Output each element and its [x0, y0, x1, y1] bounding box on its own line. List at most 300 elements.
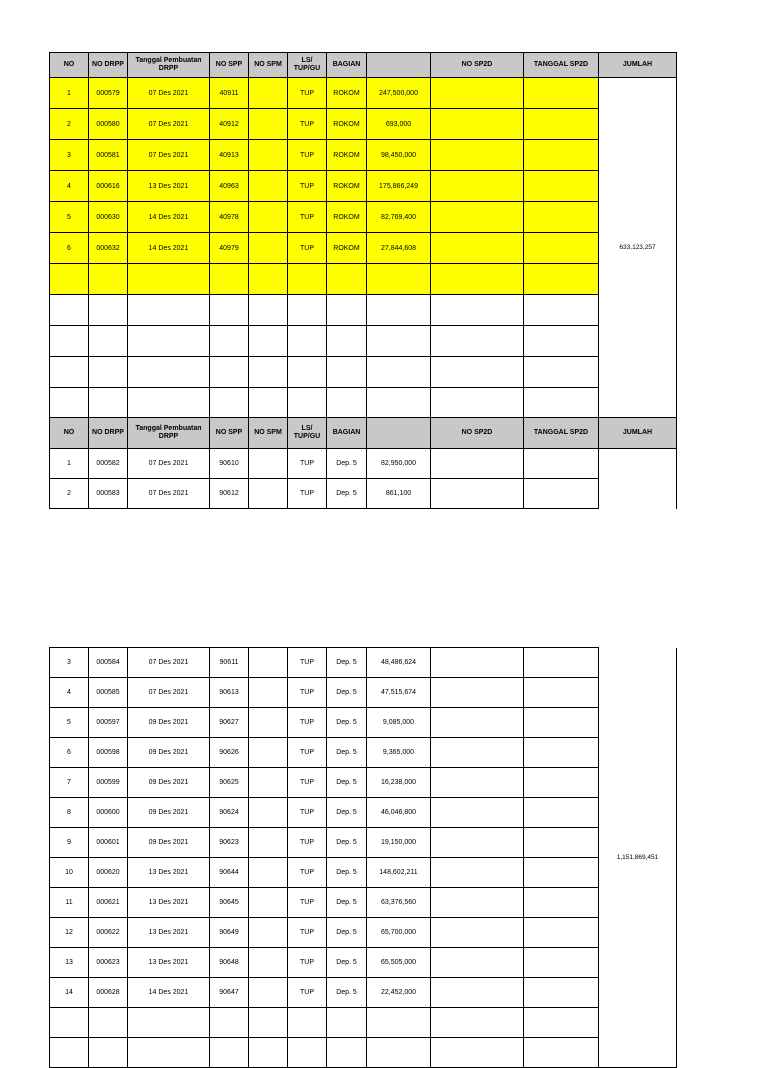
cell-no-drpp: 000600: [89, 798, 128, 828]
empty-cell: [89, 388, 128, 418]
cell-tanggal-sp2d: [524, 798, 599, 828]
cell-ls-tup-gu: TUP: [288, 828, 327, 858]
cell-no-spm: [249, 78, 288, 109]
empty-cell: [128, 1008, 210, 1038]
header-bagian: BAGIAN: [327, 53, 367, 78]
cell-no-spm: [249, 233, 288, 264]
cell-bagian: Dep. 5: [327, 768, 367, 798]
table-row: [50, 708, 677, 738]
empty-row: [50, 264, 677, 295]
cell-ls-tup-gu: TUP: [288, 948, 327, 978]
cell-amount: 22,452,000: [367, 978, 431, 1008]
cell-ls-tup-gu: TUP: [288, 708, 327, 738]
cell-bagian: Dep. 5: [327, 708, 367, 738]
cell-bagian: Dep. 5: [327, 828, 367, 858]
header-jumlah: JUMLAH: [599, 418, 677, 449]
empty-cell: [367, 388, 431, 418]
cell-no-sp2d: [431, 798, 524, 828]
empty-cell: [89, 357, 128, 388]
cell-ls-tup-gu: TUP: [288, 678, 327, 708]
cell-no: 2: [50, 109, 89, 140]
table-row: [50, 948, 677, 978]
cell-tanggal-sp2d: [524, 888, 599, 918]
jumlah-total-dep5: 1,151,869,451: [599, 648, 677, 1068]
cell-amount: 65,700,000: [367, 918, 431, 948]
cell-tanggal-pembuatan: 13 Des 2021: [128, 888, 210, 918]
cell-bagian: ROKOM: [327, 233, 367, 264]
table-row: [50, 798, 677, 828]
cell-tanggal-pembuatan: 09 Des 2021: [128, 798, 210, 828]
cell-bagian: Dep. 5: [327, 678, 367, 708]
empty-cell: [288, 264, 327, 295]
cell-no: 11: [50, 888, 89, 918]
cell-tanggal-sp2d: [524, 708, 599, 738]
empty-cell: [210, 295, 249, 326]
empty-cell: [89, 326, 128, 357]
cell-bagian: ROKOM: [327, 171, 367, 202]
header-tanggal-sp2d: TANGGAL SP2D: [524, 53, 599, 78]
cell-tanggal-sp2d: [524, 918, 599, 948]
cell-no-spp: 90624: [210, 798, 249, 828]
cell-amount: 27,844,608: [367, 233, 431, 264]
cell-ls-tup-gu: TUP: [288, 798, 327, 828]
cell-bagian: Dep. 5: [327, 978, 367, 1008]
cell-tanggal-pembuatan: 07 Des 2021: [128, 78, 210, 109]
cell-ls-tup-gu: TUP: [288, 233, 327, 264]
cell-amount: 16,238,000: [367, 768, 431, 798]
cell-no-spm: [249, 140, 288, 171]
cell-no-spp: 90625: [210, 768, 249, 798]
empty-cell: [249, 1008, 288, 1038]
cell-bagian: ROKOM: [327, 109, 367, 140]
empty-cell: [50, 1008, 89, 1038]
drpp-table-page-1: [49, 52, 677, 509]
cell-no-spp: 90649: [210, 918, 249, 948]
empty-cell: [249, 388, 288, 418]
cell-bagian: ROKOM: [327, 202, 367, 233]
cell-ls-tup-gu: TUP: [288, 78, 327, 109]
cell-tanggal-pembuatan: 07 Des 2021: [128, 140, 210, 171]
cell-tanggal-pembuatan: 14 Des 2021: [128, 202, 210, 233]
table-row: [50, 918, 677, 948]
table-row: [50, 109, 677, 140]
table-row: [50, 978, 677, 1008]
cell-no: 12: [50, 918, 89, 948]
cell-no-spm: [249, 738, 288, 768]
header-jumlah: JUMLAH: [599, 53, 677, 78]
cell-no-sp2d: [431, 202, 524, 233]
cell-amount: 82,950,000: [367, 449, 431, 479]
table-row: [50, 449, 677, 479]
cell-no-sp2d: [431, 888, 524, 918]
empty-cell: [210, 388, 249, 418]
header-amount: [367, 53, 431, 78]
empty-row: [50, 1008, 677, 1038]
cell-no-drpp: 000616: [89, 171, 128, 202]
cell-no-sp2d: [431, 738, 524, 768]
cell-ls-tup-gu: TUP: [288, 858, 327, 888]
cell-no-sp2d: [431, 708, 524, 738]
cell-no-sp2d: [431, 140, 524, 171]
cell-amount: 148,602,211: [367, 858, 431, 888]
cell-ls-tup-gu: TUP: [288, 978, 327, 1008]
header-no-spm: NO SPM: [249, 53, 288, 78]
empty-cell: [249, 295, 288, 326]
empty-cell: [89, 295, 128, 326]
cell-no-sp2d: [431, 648, 524, 678]
cell-ls-tup-gu: TUP: [288, 648, 327, 678]
cell-tanggal-sp2d: [524, 678, 599, 708]
cell-no-spm: [249, 948, 288, 978]
cell-no-sp2d: [431, 78, 524, 109]
cell-no-drpp: 000632: [89, 233, 128, 264]
cell-no-drpp: 000628: [89, 978, 128, 1008]
cell-no-spm: [249, 202, 288, 233]
cell-tanggal-sp2d: [524, 479, 599, 509]
cell-amount: 98,450,000: [367, 140, 431, 171]
cell-no: 3: [50, 648, 89, 678]
cell-tanggal-sp2d: [524, 202, 599, 233]
cell-amount: 63,376,560: [367, 888, 431, 918]
cell-amount: 9,085,000: [367, 708, 431, 738]
cell-tanggal-sp2d: [524, 828, 599, 858]
empty-cell: [367, 326, 431, 357]
cell-tanggal-pembuatan: 14 Des 2021: [128, 233, 210, 264]
empty-cell: [50, 1038, 89, 1068]
cell-no-spm: [249, 648, 288, 678]
empty-cell: [50, 357, 89, 388]
empty-row: [50, 357, 677, 388]
empty-cell: [327, 388, 367, 418]
cell-tanggal-pembuatan: 09 Des 2021: [128, 738, 210, 768]
cell-no-drpp: 000585: [89, 678, 128, 708]
header-bagian: BAGIAN: [327, 418, 367, 449]
cell-no: 7: [50, 768, 89, 798]
header-no-drpp: NO DRPP: [89, 53, 128, 78]
cell-no: 13: [50, 948, 89, 978]
cell-tanggal-pembuatan: 07 Des 2021: [128, 109, 210, 140]
cell-no-sp2d: [431, 768, 524, 798]
table-row: [50, 738, 677, 768]
cell-no-spm: [249, 678, 288, 708]
empty-cell: [89, 1008, 128, 1038]
cell-no-spp: 40963: [210, 171, 249, 202]
cell-amount: 9,365,000: [367, 738, 431, 768]
cell-no: 9: [50, 828, 89, 858]
empty-cell: [50, 388, 89, 418]
empty-cell: [367, 1038, 431, 1068]
header-row: [50, 53, 677, 78]
cell-no-spm: [249, 918, 288, 948]
empty-cell: [431, 326, 524, 357]
cell-tanggal-sp2d: [524, 858, 599, 888]
empty-cell: [50, 295, 89, 326]
table-row: [50, 140, 677, 171]
cell-no-spm: [249, 888, 288, 918]
cell-bagian: Dep. 5: [327, 738, 367, 768]
cell-ls-tup-gu: TUP: [288, 479, 327, 509]
cell-no: 6: [50, 233, 89, 264]
cell-amount: 65,505,000: [367, 948, 431, 978]
empty-cell: [431, 295, 524, 326]
header-tanggal-sp2d: TANGGAL SP2D: [524, 418, 599, 449]
cell-tanggal-pembuatan: 07 Des 2021: [128, 648, 210, 678]
cell-no-sp2d: [431, 171, 524, 202]
cell-bagian: Dep. 5: [327, 888, 367, 918]
cell-tanggal-pembuatan: 07 Des 2021: [128, 678, 210, 708]
empty-cell: [524, 1038, 599, 1068]
cell-tanggal-pembuatan: 09 Des 2021: [128, 828, 210, 858]
cell-ls-tup-gu: TUP: [288, 202, 327, 233]
cell-amount: 693,000: [367, 109, 431, 140]
cell-no-spm: [249, 109, 288, 140]
header-row: [50, 418, 677, 449]
cell-no-spm: [249, 479, 288, 509]
cell-amount: 19,150,000: [367, 828, 431, 858]
header-no-sp2d: NO SP2D: [431, 418, 524, 449]
cell-no: 8: [50, 798, 89, 828]
empty-cell: [327, 1038, 367, 1068]
cell-bagian: ROKOM: [327, 78, 367, 109]
cell-tanggal-sp2d: [524, 140, 599, 171]
cell-no-spp: 90648: [210, 948, 249, 978]
empty-cell: [288, 326, 327, 357]
empty-cell: [210, 326, 249, 357]
cell-no-drpp: 000630: [89, 202, 128, 233]
cell-no-drpp: 000582: [89, 449, 128, 479]
empty-cell: [249, 1038, 288, 1068]
empty-cell: [288, 1008, 327, 1038]
empty-cell: [524, 264, 599, 295]
cell-tanggal-pembuatan: 07 Des 2021: [128, 449, 210, 479]
empty-cell: [89, 264, 128, 295]
header-ls-tup-gu: LS/ TUP/GU: [288, 53, 327, 78]
empty-cell: [327, 357, 367, 388]
header-ls-tup-gu: LS/ TUP/GU: [288, 418, 327, 449]
cell-no-spm: [249, 828, 288, 858]
cell-no-spm: [249, 449, 288, 479]
cell-bagian: Dep. 5: [327, 918, 367, 948]
cell-amount: 47,515,674: [367, 678, 431, 708]
cell-no-spp: 90627: [210, 708, 249, 738]
cell-ls-tup-gu: TUP: [288, 888, 327, 918]
cell-no-sp2d: [431, 948, 524, 978]
cell-no-spm: [249, 858, 288, 888]
empty-cell: [50, 326, 89, 357]
cell-no-spp: 40978: [210, 202, 249, 233]
cell-ls-tup-gu: TUP: [288, 449, 327, 479]
empty-cell: [327, 1008, 367, 1038]
cell-amount: 247,500,000: [367, 78, 431, 109]
header-no-spp: NO SPP: [210, 53, 249, 78]
empty-row: [50, 388, 677, 418]
empty-cell: [431, 1038, 524, 1068]
drpp-table-page-2: [49, 647, 677, 1068]
empty-cell: [431, 264, 524, 295]
cell-no: 4: [50, 171, 89, 202]
table-row: [50, 858, 677, 888]
cell-no-drpp: 000621: [89, 888, 128, 918]
cell-no-spp: 90644: [210, 858, 249, 888]
cell-no-drpp: 000580: [89, 109, 128, 140]
cell-ls-tup-gu: TUP: [288, 171, 327, 202]
cell-ls-tup-gu: TUP: [288, 918, 327, 948]
cell-no: 1: [50, 78, 89, 109]
cell-tanggal-pembuatan: 09 Des 2021: [128, 708, 210, 738]
table-row: [50, 888, 677, 918]
cell-no-sp2d: [431, 479, 524, 509]
empty-cell: [128, 326, 210, 357]
cell-no-spp: 90610: [210, 449, 249, 479]
cell-no: 1: [50, 449, 89, 479]
cell-bagian: Dep. 5: [327, 449, 367, 479]
cell-tanggal-pembuatan: 13 Des 2021: [128, 171, 210, 202]
cell-no: 5: [50, 202, 89, 233]
cell-ls-tup-gu: TUP: [288, 768, 327, 798]
cell-bagian: Dep. 5: [327, 798, 367, 828]
page-break-gap: [0, 511, 768, 647]
header-no-spm: NO SPM: [249, 418, 288, 449]
cell-tanggal-sp2d: [524, 738, 599, 768]
empty-cell: [249, 326, 288, 357]
table-row: [50, 171, 677, 202]
cell-no: 2: [50, 479, 89, 509]
header-amount: [367, 418, 431, 449]
empty-cell: [367, 264, 431, 295]
cell-no-sp2d: [431, 449, 524, 479]
empty-cell: [210, 357, 249, 388]
cell-tanggal-sp2d: [524, 78, 599, 109]
cell-tanggal-sp2d: [524, 449, 599, 479]
cell-amount: 48,486,624: [367, 648, 431, 678]
empty-row: [50, 295, 677, 326]
cell-no-sp2d: [431, 828, 524, 858]
cell-tanggal-pembuatan: 13 Des 2021: [128, 948, 210, 978]
cell-tanggal-pembuatan: 14 Des 2021: [128, 978, 210, 1008]
empty-cell: [210, 1008, 249, 1038]
cell-no: 14: [50, 978, 89, 1008]
header-no-sp2d: NO SP2D: [431, 53, 524, 78]
cell-bagian: Dep. 5: [327, 479, 367, 509]
header-no: NO: [50, 418, 89, 449]
cell-bagian: Dep. 5: [327, 648, 367, 678]
cell-no: 3: [50, 140, 89, 171]
cell-no-drpp: 000620: [89, 858, 128, 888]
cell-no-spp: 90645: [210, 888, 249, 918]
empty-cell: [431, 357, 524, 388]
jumlah-total-rokom: 633,123,257: [599, 78, 677, 418]
cell-no-spp: 40912: [210, 109, 249, 140]
cell-tanggal-pembuatan: 13 Des 2021: [128, 858, 210, 888]
empty-row: [50, 326, 677, 357]
cell-no: 10: [50, 858, 89, 888]
cell-no-spp: 40913: [210, 140, 249, 171]
header-no-spp: NO SPP: [210, 418, 249, 449]
cell-no-drpp: 000623: [89, 948, 128, 978]
empty-row: [50, 1038, 677, 1068]
cell-no-spp: 40911: [210, 78, 249, 109]
header-no-drpp: NO DRPP: [89, 418, 128, 449]
cell-ls-tup-gu: TUP: [288, 738, 327, 768]
cell-no-sp2d: [431, 978, 524, 1008]
empty-cell: [367, 357, 431, 388]
empty-cell: [288, 357, 327, 388]
cell-no-sp2d: [431, 918, 524, 948]
cell-no-drpp: 000601: [89, 828, 128, 858]
empty-cell: [524, 326, 599, 357]
cell-amount: 82,769,400: [367, 202, 431, 233]
cell-bagian: ROKOM: [327, 140, 367, 171]
empty-cell: [367, 295, 431, 326]
empty-cell: [249, 264, 288, 295]
empty-cell: [288, 295, 327, 326]
cell-bagian: Dep. 5: [327, 858, 367, 888]
table-row: [50, 233, 677, 264]
table-row: [50, 202, 677, 233]
cell-no-drpp: 000622: [89, 918, 128, 948]
empty-cell: [128, 264, 210, 295]
cell-no-drpp: 000579: [89, 78, 128, 109]
cell-no: 6: [50, 738, 89, 768]
cell-no: 4: [50, 678, 89, 708]
table-row: [50, 479, 677, 509]
cell-no-spm: [249, 768, 288, 798]
empty-cell: [327, 326, 367, 357]
empty-cell: [128, 1038, 210, 1068]
empty-cell: [128, 357, 210, 388]
cell-no-spp: 90613: [210, 678, 249, 708]
cell-no: 5: [50, 708, 89, 738]
header-no: NO: [50, 53, 89, 78]
table-row: [50, 828, 677, 858]
cell-no-sp2d: [431, 678, 524, 708]
empty-cell: [431, 1008, 524, 1038]
empty-cell: [210, 1038, 249, 1068]
cell-no-drpp: 000583: [89, 479, 128, 509]
table-row: [50, 768, 677, 798]
table-row: [50, 678, 677, 708]
cell-ls-tup-gu: TUP: [288, 109, 327, 140]
cell-no-drpp: 000584: [89, 648, 128, 678]
cell-no-spp: 90623: [210, 828, 249, 858]
empty-cell: [210, 264, 249, 295]
cell-tanggal-sp2d: [524, 171, 599, 202]
empty-cell: [524, 357, 599, 388]
empty-cell: [327, 295, 367, 326]
cell-no-drpp: 000598: [89, 738, 128, 768]
cell-no-drpp: 000597: [89, 708, 128, 738]
cell-no-sp2d: [431, 233, 524, 264]
empty-cell: [524, 388, 599, 418]
cell-no-sp2d: [431, 109, 524, 140]
cell-no-spp: 90612: [210, 479, 249, 509]
empty-cell: [50, 264, 89, 295]
cell-no-spm: [249, 708, 288, 738]
cell-tanggal-sp2d: [524, 648, 599, 678]
cell-tanggal-pembuatan: 13 Des 2021: [128, 918, 210, 948]
cell-no-sp2d: [431, 858, 524, 888]
header-tanggal-pembuatan: Tanggal Pembuatan DRPP: [128, 53, 210, 78]
cell-no-spm: [249, 171, 288, 202]
empty-cell: [367, 1008, 431, 1038]
jumlah-blank: [599, 449, 677, 509]
cell-tanggal-sp2d: [524, 978, 599, 1008]
cell-tanggal-sp2d: [524, 109, 599, 140]
empty-cell: [249, 357, 288, 388]
cell-tanggal-pembuatan: 07 Des 2021: [128, 479, 210, 509]
cell-tanggal-pembuatan: 09 Des 2021: [128, 768, 210, 798]
cell-amount: 861,100: [367, 479, 431, 509]
